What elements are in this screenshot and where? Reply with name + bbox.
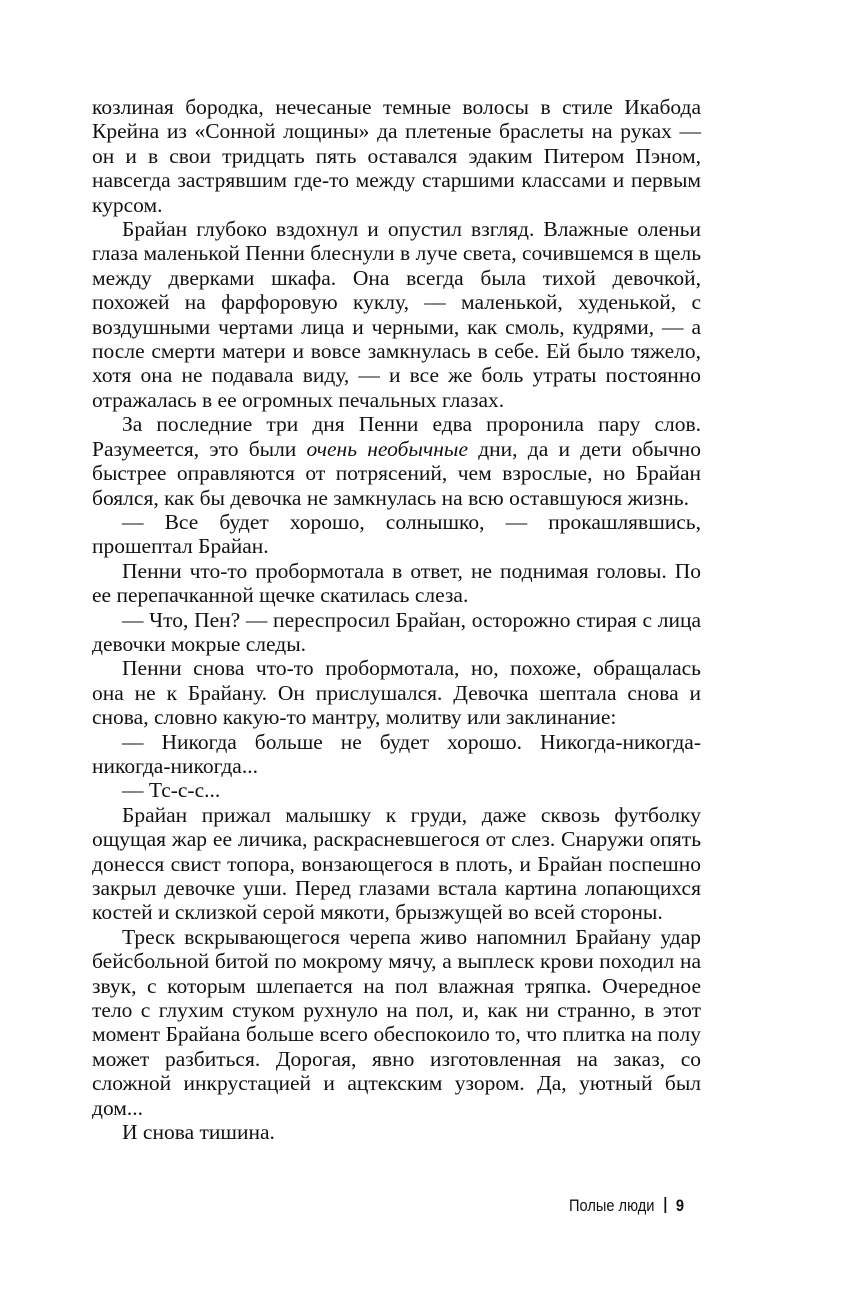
paragraph-11: Треск вскрывающегося черепа живо напомнил Брайану удар бейсбольной битой по мокрому мячу, а выплеск крови походил на звук, с которым шлепается на пол влажная тряпка. Очередное тело с глухим стуком рухнуло на пол, и, как ни странно, в этот момент Брайана больше всего обеспокоило то, что плитка на полу может разбиться. Дорогая, явно изготовленная на заказ, со сложной инкрустацией и ацтекским узором. Да, уютный был дом... xyxy=(92,924,701,1120)
paragraph-9: — Тс-с-с... xyxy=(122,778,221,803)
paragraph-12: И снова тишина. xyxy=(122,1120,275,1145)
paragraph-1: козлиная бородка, нечесаные темные волосы в стиле Икабода Крейна из «Сонной лощины» да плетеные браслеты на руках — он и в свои тридцать пять оставался эдаким Питером Пэном, навсегда застрявшим где-то между старшими классами и первым курсом. xyxy=(92,95,701,217)
paragraph-3-part-2: дни, да и дети обычно быстрее оправляются от потрясений, чем взрослые, но Брайан боялся, как бы девочка не замкнулась на всю оставшуюся жизнь. xyxy=(92,436,701,510)
paragraph-7: Пенни снова что-то пробормотала, но, похоже, обращалась она не к Брайану. Он прислушался. Девочка шептала снова и снова, словно какую-то мантру, молитву или заклинание: xyxy=(92,656,701,730)
paragraph-2: Брайан глубоко вздохнул и опустил взгляд. Влажные оленьи глаза маленькой Пенни блеснули в луче света, сочившемся в щель между дверками шкафа. Она всегда была тихой девочкой, похожей на фарфоровую куклу, — маленькой, худенькой, с воздушными чертами лица и черными, как смоль, кудрями, — а после смерти матери и вовсе замкнулась в себе. Ей было тяжело, хотя она не подавала виду, — и все же боль утраты постоянно отражалась в ее огромных печальных глазах. xyxy=(92,217,701,412)
paragraph-3 xyxy=(92,412,701,510)
paragraph-3-part-1: За последние три дня Пенни едва проронила пару слов. Разумеется, это были xyxy=(92,412,701,461)
footer-separator xyxy=(665,1197,667,1213)
page-footer xyxy=(569,1193,689,1219)
paragraph-10: Брайан прижал малышку к груди, даже сквозь футболку ощущая жар ее личика, раскрасневшегося от слез. Снаружи опять донесся свист топора, вонзающегося в плоть, и Брайан поспешно закрыл девочке уши. Перед глазами встала картина лопающихся костей и склизкой серой мякоти, брызжущей во всей стороны. xyxy=(92,802,701,925)
paragraph-4: — Все будет хорошо, солнышко, — прокашлявшись, прошептал Брайан. xyxy=(92,509,701,559)
page-number: 9 xyxy=(675,1196,685,1215)
body-text xyxy=(92,95,701,1144)
paragraph-3-emphasis: очень необычные xyxy=(306,436,468,461)
paragraph-8: — Никогда больше не будет хорошо. Никогда-никогда-никогда-никогда... xyxy=(92,729,701,778)
paragraph-6: — Что, Пен? — переспросил Брайан, осторожно стирая с лица девочки мокрые следы. xyxy=(92,607,701,656)
running-title: Полые люди xyxy=(569,1196,655,1215)
paragraph-5: Пенни что-то пробормотала в ответ, не поднимая головы. По ее перепачканной щечке скатилась слеза. xyxy=(92,558,701,608)
